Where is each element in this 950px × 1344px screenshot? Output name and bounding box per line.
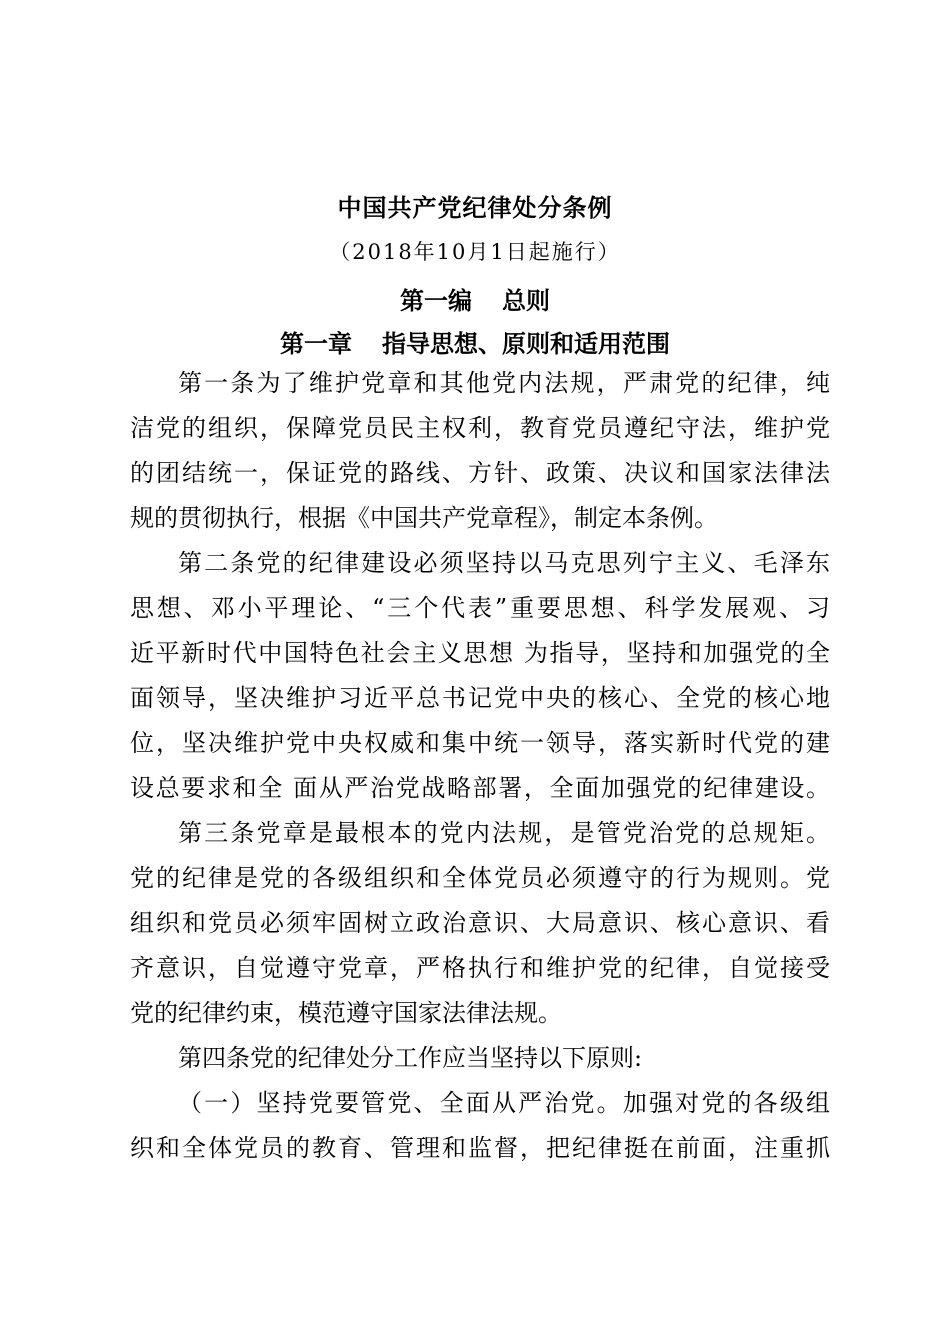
article-4-item-1-line-2: 织和全体党员的教育、管理和监督，把纪律挺在前面，注重抓: [130, 1134, 830, 1162]
chapter-label: 第一章: [280, 330, 352, 358]
article-3-line-5: 党的纪律约束，模范遵守国家法律法规。: [130, 999, 562, 1027]
chapter-name: 指导思想、原则和适用范围: [382, 330, 670, 358]
article-1-line-3: 的团结统一，保证党的路线、方针、政策、决议和国家法律法: [130, 459, 830, 487]
article-3-line-3: 组织和党员必须牢固树立政治意识、大局意识、核心意识、看: [130, 909, 830, 937]
article-2-line-4: 面领导，坚决维护习近平总书记党中央的核心、全党的核心地: [130, 684, 830, 712]
part-heading: [0, 281, 950, 316]
article-3-line-2: 党的纪律是党的各级组织和全体党员必须遵守的行为规则。党: [130, 864, 830, 892]
document-subtitle: （2018年10月1日起施行）: [329, 240, 621, 264]
article-4-item-1-line-1: （一）坚持党要管党、全面从严治党。加强对党的各级组: [178, 1089, 830, 1117]
article-2-line-2: 思想、邓小平理论、“三个代表”重要思想、科学发展观、习: [130, 594, 830, 622]
article-4-line-1: 第四条党的纪律处分工作应当坚持以下原则:: [178, 1044, 643, 1072]
article-1-line-2: 洁党的组织，保障党员民主权利，教育党员遵纪守法，维护党: [130, 414, 830, 442]
part-name: 总则: [502, 287, 550, 315]
article-2-line-5: 位，坚决维护党中央权威和集中统一领导，落实新时代党的建: [130, 729, 830, 757]
article-3-line-1: 第三条党章是最根本的党内法规，是管党治党的总规矩。: [178, 819, 830, 847]
article-2-line-3: 近平新时代中国特色社会主义思想 为指导，坚持和加强党的全: [130, 639, 830, 667]
part-label: 第一编: [400, 287, 472, 315]
document-title: 中国共产党纪律处分条例: [337, 193, 613, 222]
chapter-heading: [0, 324, 950, 359]
article-3-line-4: 齐意识，自觉遵守党章，严格执行和维护党的纪律，自觉接受: [130, 954, 830, 982]
article-1-line-1: 第一条为了维护党章和其他党内法规，严肃党的纪律，纯: [178, 369, 830, 397]
article-2-line-6: 设总要求和全 面从严治党战略部署，全面加强党的纪律建设。: [130, 774, 830, 802]
article-2-line-1: 第二条党的纪律建设必须坚持以马克思列宁主义、毛泽东: [178, 549, 830, 577]
article-1-line-4: 规的贯彻执行，根据《中国共产党章程》，制定本条例。: [130, 504, 718, 532]
